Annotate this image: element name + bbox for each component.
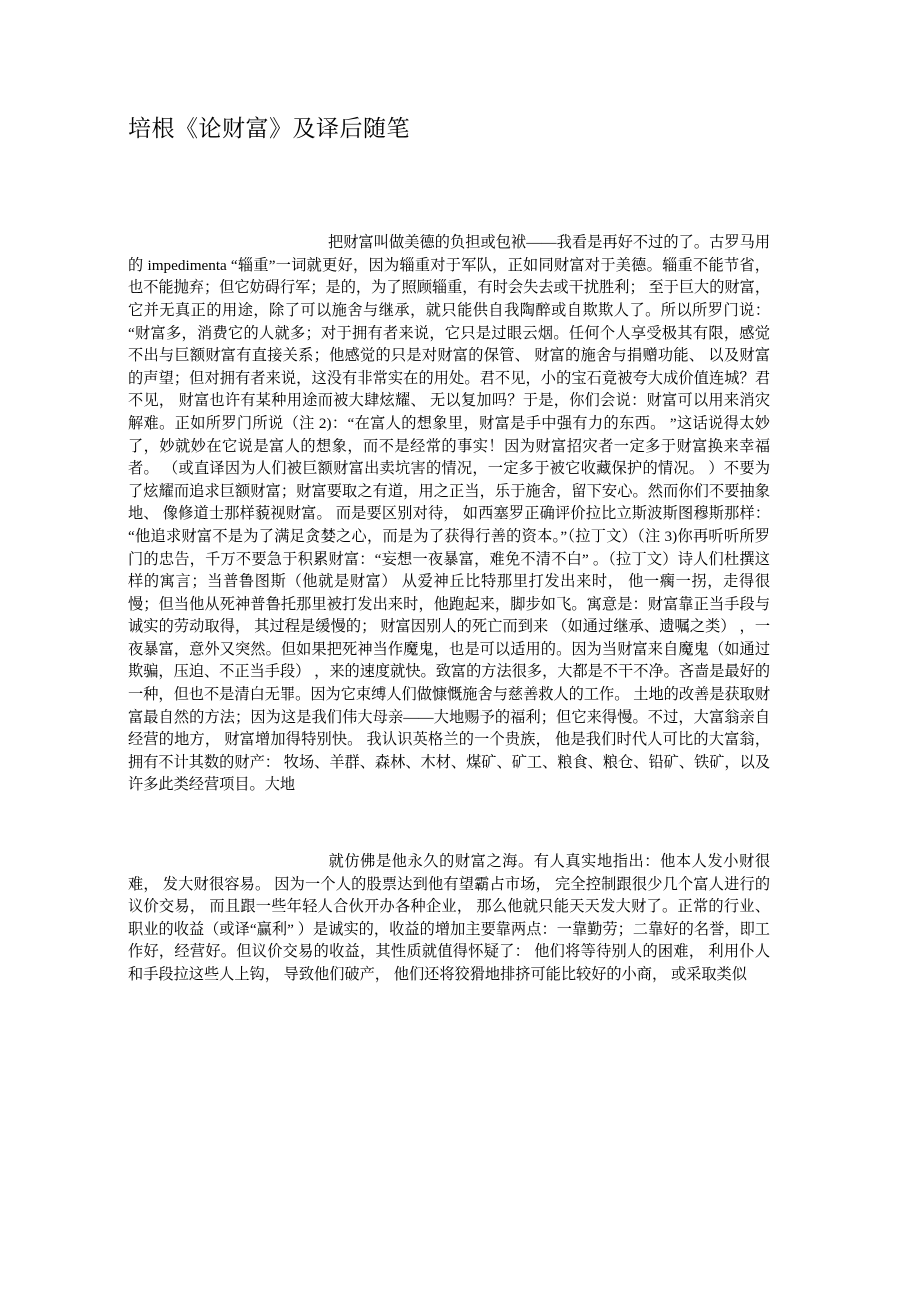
body-paragraph-2: [128, 851, 770, 987]
paragraph-text: 把财富叫做美德的负担或包袱——我看是再好不过的了。古罗马用的 impedimenta “辎重”一词就更好，因为辎重对于军队，正如同财富对于美德。辎重不能节省，也不能抛弃；但它妨碍行军；是的，为了照顾辎重，有时会失去或干扰胜利； 至于巨大的财富，它并无真正的用途，除了可以施舍与继承，就只能供自我陶醉或自欺欺人了。所以所罗门说： “财富多，消费它的人就多；对于拥有者来说，它只是过眼云烟。任何个人享受极其有限，感觉不出与巨额财富有直接关系；他感觉的只是对财富的保管、 财富的施舍与捐赠功能、 以及财富的声望；但对拥有者来说，这没有非常实在的用处。君不见，小的宝石竟被夸大成价值连城？君不见， 财富也许有某种用途而被大肆炫耀、 无以复加吗？于是，你们会说：财富可以用来消灾解难。正如所罗门所说（注 2)：“在富人的想象里，财富是手中强有力的东西。 ”这话说得太妙了，妙就妙在它说是富人的想象，而不是经常的事实！因为财富招灾者一定多于财富换来幸福者。 （或直译因为人们被巨额财富出卖坑害的情况，一定多于被它收藏保护的情况。 ）不要为了炫耀而追求巨额财富；财富要取之有道，用之正当，乐于施舍，留下安心。然而你们不要抽象地、 像修道士那样藐视财富。 而是要区别对待， 如西塞罗正确评价拉比立斯波斯图穆斯那样： “他追求财富不是为了满足贪婪之心，而是为了获得行善的资本。”（拉丁文）（注 3)你再听听所罗门的忠告，千万不要急于积累财富：“妄想一夜暴富，难免不清不白” 。（拉丁文）诗人们杜撰这样的寓言；当普鲁图斯（他就是财富） 从爱神丘比特那里打发出来时， 他一瘸一拐，走得很慢；但当他从死神普鲁托那里被打发出来时，他跑起来，脚步如飞。寓意是：财富靠正当手段与诚实的劳动取得， 其过程是缓慢的； 财富因别人的死亡而到来 （如通过继承、遗嘱之类） ，一夜暴富，意外又突然。但如果把死神当作魔鬼，也是可以适用的。因为当财富来自魔鬼（如通过欺骗，压迫、不正当手段） ，来的速度就快。致富的方法很多，大都是不干不净。吝啬是最好的一种，但也不是清白无罪。因为它束缚人们做慷慨施舍与慈善救人的工作。 土地的改善是获取财富最自然的方法；因为这是我们伟大母亲——大地赐予的福利；但它来得慢。不过，大富翁亲自经营的地方， 财富增加得特别快。 我认识英格兰的一个贵族， 他是我们时代人可比的大富翁， 拥有不计其数的财产： 牧场、羊群、森林、木材、煤矿、矿工、粮食、粮仓、铅矿、铁矿，以及许多此类经营项目。大地: [128, 234, 771, 794]
paragraph-text: 就仿佛是他永久的财富之海。有人真实地指出：他本人发小财很难， 发大财很容易。 因为一个人的股票达到他有望霸占市场， 完全控制跟很少几个富人进行的议价交易， 而且跟一些年轻人合伙开办各种企业， 那么他就只能天天发大财了。正常的行业、职业的收益（或译“赢利” ）是诚实的，收益的增加主要靠两点：一靠勤劳；二靠好的名誉，即工作好，经营好。但议价交易的收益，其性质就值得怀疑了： 他们将等待别人的困难， 利用仆人和手段拉这些人上钩， 导致他们破产， 他们还将狡猾地排挤可能比较好的小商， 或采取类似: [128, 853, 770, 983]
page-title: 培根《论财富》及译后随笔: [128, 115, 410, 141]
title-spacer: [128, 144, 770, 232]
body-paragraph-1: [128, 232, 770, 797]
paragraph-gap: [128, 797, 770, 851]
